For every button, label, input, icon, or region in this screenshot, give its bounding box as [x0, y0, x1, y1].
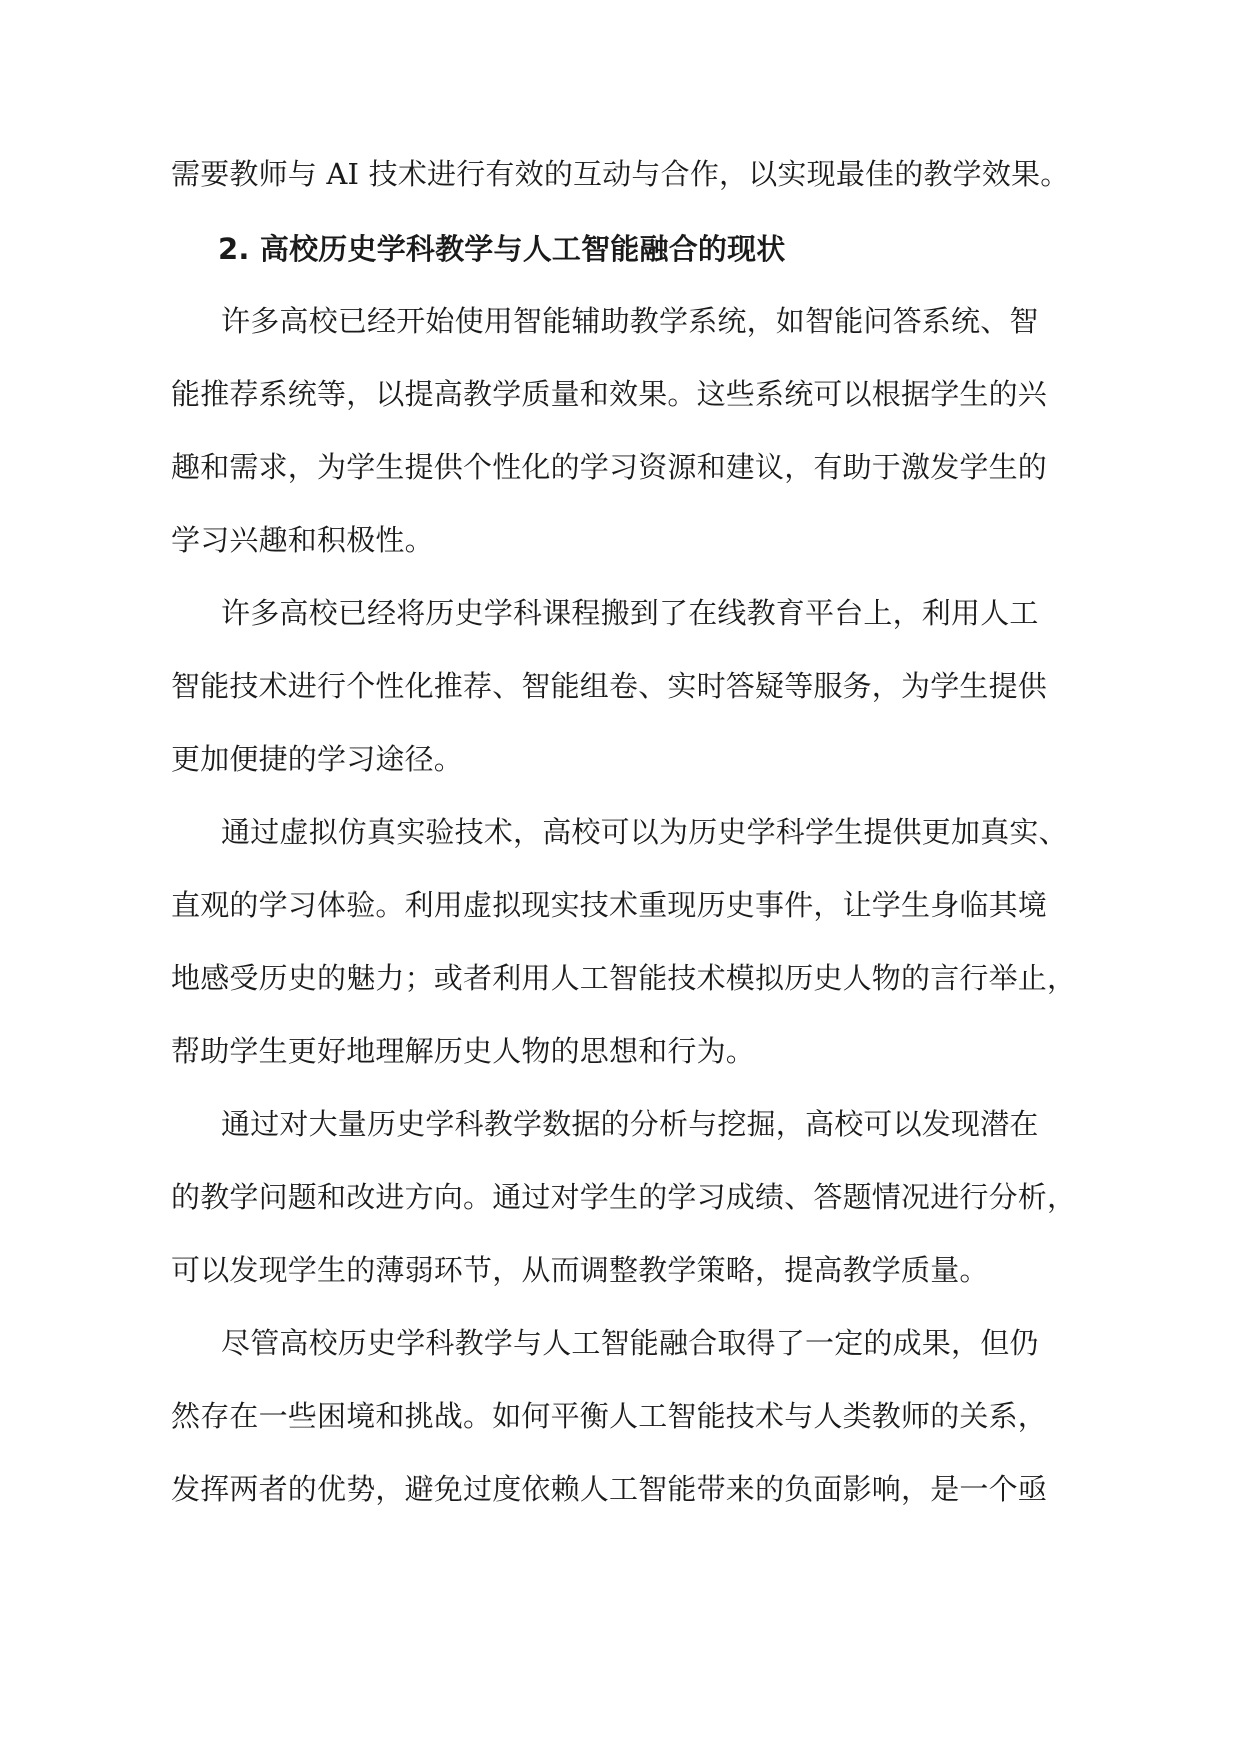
line-text: 需要教师与 AI 技术进行有效的互动与合作，以实现最佳的教学效果。 — [171, 157, 1070, 191]
paragraph-line — [0, 1250, 1241, 1290]
paragraph-line — [0, 374, 1241, 414]
line-text: 能推荐系统等，以提高教学质量和效果。这些系统可以根据学生的兴 — [171, 377, 1048, 411]
paragraph-line — [0, 666, 1241, 706]
paragraph-line — [0, 447, 1241, 487]
heading-text: 2. 高校历史学科教学与人工智能融合的现状 — [218, 232, 786, 266]
paragraph-line — [0, 1469, 1241, 1509]
paragraph-line — [0, 301, 1241, 341]
paragraph-line — [0, 812, 1241, 852]
paragraph-line — [0, 1396, 1241, 1436]
paragraph-line — [0, 1104, 1241, 1144]
paragraph-line — [0, 885, 1241, 925]
line-text: 尽管高校历史学科教学与人工智能融合取得了一定的成果，但仍 — [221, 1326, 1039, 1360]
paragraph-line — [0, 1323, 1241, 1363]
line-text: 智能技术进行个性化推荐、智能组卷、实时答疑等服务，为学生提供 — [171, 669, 1048, 703]
paragraph-line — [0, 958, 1241, 998]
paragraph-line — [0, 1177, 1241, 1217]
line-text: 地感受历史的魅力；或者利用人工智能技术模拟历史人物的言行举止， — [171, 961, 1077, 995]
line-text: 帮助学生更好地理解历史人物的思想和行为。 — [171, 1034, 756, 1068]
section-heading — [0, 229, 1241, 269]
paragraph-line — [0, 520, 1241, 560]
line-text: 的教学问题和改进方向。通过对学生的学习成绩、答题情况进行分析， — [171, 1180, 1077, 1214]
line-text: 更加便捷的学习途径。 — [171, 742, 464, 776]
line-text: 通过对大量历史学科教学数据的分析与挖掘，高校可以发现潜在 — [221, 1107, 1039, 1141]
line-text: 学习兴趣和积极性。 — [171, 523, 434, 557]
paragraph-line — [0, 739, 1241, 779]
line-text: 趣和需求，为学生提供个性化的学习资源和建议，有助于激发学生的 — [171, 450, 1048, 484]
paragraph-line — [0, 593, 1241, 633]
line-text: 发挥两者的优势，避免过度依赖人工智能带来的负面影响，是一个亟 — [171, 1472, 1048, 1506]
line-text: 许多高校已经将历史学科课程搬到了在线教育平台上，利用人工 — [221, 596, 1039, 630]
paragraph-line — [0, 154, 1241, 194]
line-text: 许多高校已经开始使用智能辅助教学系统，如智能问答系统、智 — [221, 304, 1039, 338]
line-text: 通过虚拟仿真实验技术，高校可以为历史学科学生提供更加真实、 — [221, 815, 1068, 849]
paragraph-line — [0, 1031, 1241, 1071]
line-text: 直观的学习体验。利用虚拟现实技术重现历史事件，让学生身临其境 — [171, 888, 1048, 922]
line-text: 然存在一些困境和挑战。如何平衡人工智能技术与人类教师的关系， — [171, 1399, 1048, 1433]
line-text: 可以发现学生的薄弱环节，从而调整教学策略，提高教学质量。 — [171, 1253, 989, 1287]
